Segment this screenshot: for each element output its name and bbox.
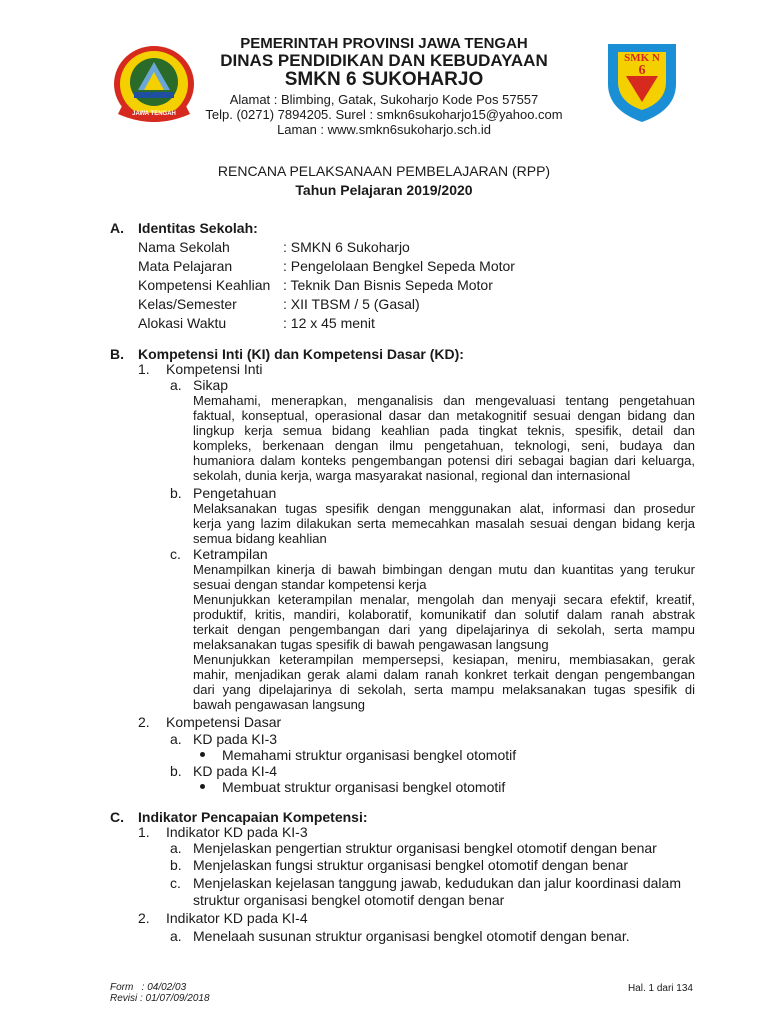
ind4-title: Indikator KD pada KI-4 <box>166 910 308 926</box>
ketrampilan-line: Menunjukkan keterampilan mempersepsi, kesiapan, meniru, membiasakan, gerak <box>193 652 695 667</box>
ketrampilan-line: sesuai dengan standar kompetensi kerja <box>193 577 427 592</box>
identity-label: Kompetensi Keahlian <box>138 277 271 293</box>
header-contact: Telp. (0271) 7894205. Surel : smkn6sukoharjo15@yahoo.com <box>205 107 563 122</box>
sikap-line: sekolah, dunia kerja, warga masyarakat nasional, regional dan internasional <box>193 468 631 483</box>
identity-label: Mata Pelajaran <box>138 258 233 274</box>
section-b-heading: Kompetensi Inti (KI) dan Kompetensi Dasar (KD): <box>138 346 464 362</box>
footer-page: Hal. 1 dari 134 <box>627 983 693 994</box>
shield-text-2: 6 <box>638 63 646 78</box>
kd3-letter: a. <box>170 731 182 747</box>
identity-label: Alokasi Waktu <box>138 315 227 331</box>
section-a-letter: A. <box>110 220 124 236</box>
ketrampilan-line: dari yang dipelajarinya di sekolah, serta mampu melaksanakan tugas spesifik di <box>193 682 695 697</box>
sikap-line: kompleks, berkenaan dengan ilmu pengetahuan, teknologi, seni, budaya dan <box>193 438 695 453</box>
sikap-line: lingkup kerja semua bidang keahlian pada tingkat teknis, spesifik, detail dan <box>193 423 695 438</box>
ketrampilan-line: terkait dengan pengembangan dari yang dipelajarinya di sekolah, serta mampu <box>193 622 695 637</box>
ketrampilan-line: mahir, menjadikan gerak alami dalam ranah konkret terkait dengan pengembangan <box>193 667 695 682</box>
header-school: SMKN 6 SUKOHARJO <box>284 69 484 90</box>
pengetahuan-line: Melaksanakan tugas spesifik dengan menggunakan alat, informasi dan prosedur <box>193 501 695 516</box>
sikap-line: faktual, konseptual, operasional dasar dan metakognitif sesuai dengan bidang dan <box>193 408 695 423</box>
header-gov: PEMERINTAH PROVINSI JAWA TENGAH <box>240 35 528 52</box>
emblem-ribbon-text: JAWA TENGAH <box>132 111 176 117</box>
kd3-item: Memahami struktur organisasi bengkel otomotif <box>222 747 517 763</box>
doc-title: RENCANA PELAKSANAAN PEMBELAJARAN (RPP) <box>217 163 551 179</box>
header-address: Alamat : Blimbing, Gatak, Sukoharjo Kode Pos 57557 <box>229 92 539 107</box>
section-c-letter: C. <box>110 809 124 825</box>
kd-number: 2. <box>138 714 150 730</box>
section-b-letter: B. <box>110 346 124 362</box>
ind3-title: Indikator KD pada KI-3 <box>166 824 308 840</box>
sikap-letter: a. <box>170 377 182 393</box>
pengetahuan-line: kerja yang lazim dilakukan serta memecahkan masalah sesuai dengan bidang kerja <box>193 516 695 531</box>
ind4-item-letter: a. <box>170 928 182 944</box>
sikap-text <box>193 393 695 483</box>
section-c-heading: Indikator Pencapaian Kompetensi: <box>138 809 368 825</box>
footer-form: Form : 04/02/03 <box>110 982 187 993</box>
header-dept: DINAS PENDIDIKAN DAN KEBUDAYAAN <box>220 51 548 70</box>
sikap-line: humaniora dalam konteks pengembangan potensi diri sebagai bagian dari keluarga, <box>193 453 695 468</box>
sikap-line: Memahami, menerapkan, menganalisis dan mengevaluasi tentang pengetahuan <box>193 393 695 408</box>
pengetahuan-letter: b. <box>170 485 182 501</box>
ind3-item-letter: a. <box>170 840 182 856</box>
ki-title: Kompetensi Inti <box>166 361 263 377</box>
section-a-heading: Identitas Sekolah: <box>138 220 258 236</box>
pengetahuan-title: Pengetahuan <box>193 485 277 501</box>
identity-value: : Teknik Dan Bisnis Sepeda Motor <box>283 277 493 293</box>
ind3-item: Menjelaskan fungsi struktur organisasi bengkel otomotif dengan benar <box>193 857 629 873</box>
kd3-title: KD pada KI-3 <box>193 731 278 747</box>
bullet-icon <box>200 784 205 789</box>
kd4-item: Membuat struktur organisasi bengkel otomotif <box>222 779 506 795</box>
identity-value: : 12 x 45 menit <box>283 315 375 331</box>
ketrampilan-line: melaksanakan tugas spesifik di bawah pengawasan langsung <box>193 637 549 652</box>
identity-value: : XII TBSM / 5 (Gasal) <box>283 296 420 312</box>
ind3-number: 1. <box>138 824 150 840</box>
ketrampilan-line: produktif, kritis, mandiri, kolaboratif, komunikatif dan solutif dalam ranah abstrak <box>193 607 695 622</box>
pengetahuan-line: semua bidang keahlian <box>193 531 327 546</box>
header-web: Laman : www.smkn6sukoharjo.sch.id <box>277 122 491 137</box>
ind3-item-letter: b. <box>170 857 182 873</box>
identity-value: : Pengelolaan Bengkel Sepeda Motor <box>283 258 515 274</box>
ketrampilan-title: Ketrampilan <box>193 546 268 562</box>
sikap-title: Sikap <box>193 377 229 393</box>
ketrampilan-line: Menampilkan kinerja di bawah bimbingan dengan mutu dan kuantitas yang terukur <box>193 562 695 577</box>
ind3-item: Menjelaskan kejelasan tanggung jawab, kedudukan dan jalur koordinasi dalam <box>193 875 681 891</box>
identity-label: Nama Sekolah <box>138 239 230 255</box>
doc-year: Tahun Pelajaran 2019/2020 <box>295 182 473 198</box>
ketrampilan-letter: c. <box>170 546 181 562</box>
shield-text-1: SMK N <box>624 52 660 64</box>
ind3-item: Menjelaskan pengertian struktur organisasi bengkel otomotif dengan benar <box>193 840 657 856</box>
ketrampilan-text <box>193 562 695 712</box>
ketrampilan-line: bawah pengawasan langsung <box>193 697 366 712</box>
kd-title: Kompetensi Dasar <box>166 714 282 730</box>
pengetahuan-text <box>193 501 695 546</box>
footer-revisi: Revisi : 01/07/09/2018 <box>110 993 210 1004</box>
kd4-title: KD pada KI-4 <box>193 763 278 779</box>
kd4-letter: b. <box>170 763 182 779</box>
identity-value: : SMKN 6 Sukoharjo <box>283 239 410 255</box>
ind3-item-letter: c. <box>170 875 181 891</box>
bullet-icon <box>200 752 205 757</box>
ki-number: 1. <box>138 361 150 377</box>
ind3-item-cont: struktur organisasi bengkel otomotif dengan benar <box>193 892 505 908</box>
ketrampilan-line: Menunjukkan keterampilan menalar, mengolah dan menyaji secara efektif, kreatif, <box>193 592 695 607</box>
ind4-number: 2. <box>138 910 150 926</box>
identity-label: Kelas/Semester <box>138 296 237 312</box>
ind4-item: Menelaah susunan struktur organisasi bengkel otomotif dengan benar. <box>193 928 630 944</box>
